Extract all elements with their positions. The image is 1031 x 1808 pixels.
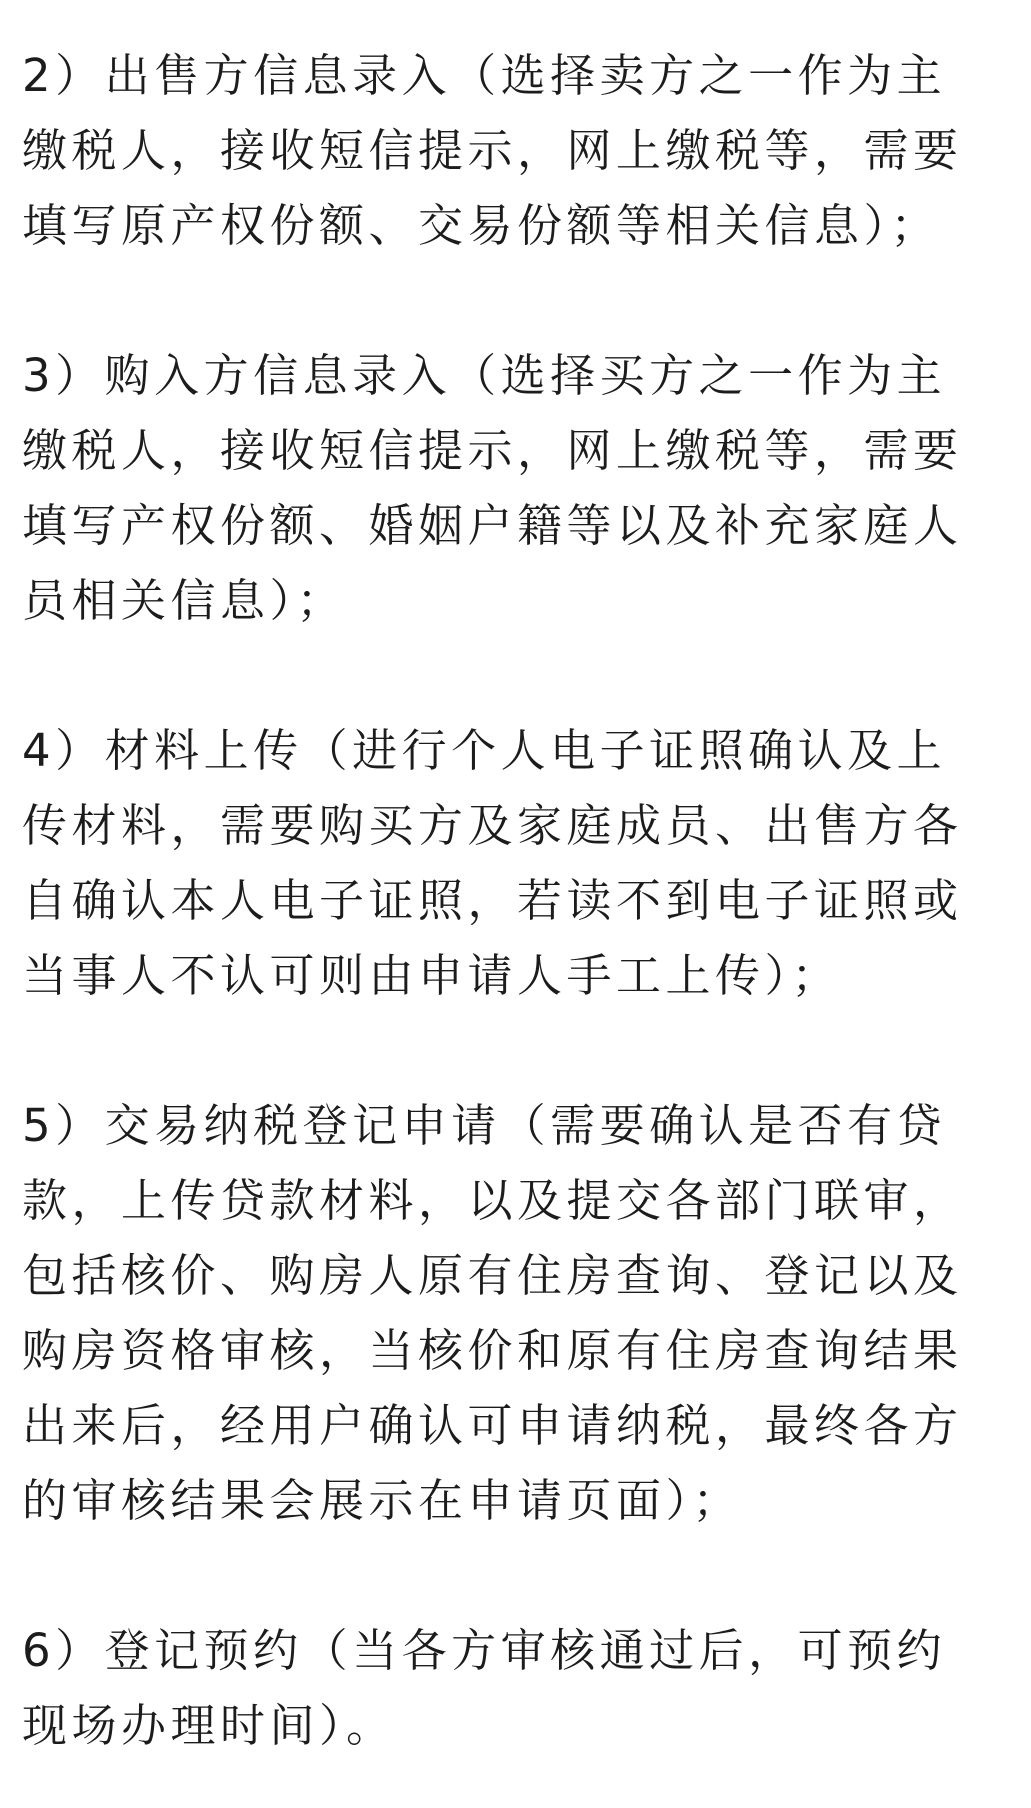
text-line: 当事人不认可则由申请人手工上传）； <box>22 949 842 1002</box>
text-line: 款，上传贷款材料，以及提交各部门联审， <box>22 1174 963 1227</box>
text-line: 缴税人，接收短信提示，网上缴税等，需要 <box>22 124 963 177</box>
text-line: 购房资格审核，当核价和原有住房查询结果 <box>22 1324 963 1377</box>
text-line: 6）登记预约（当各方审核通过后，可预约 <box>22 1624 947 1677</box>
text-line: 的审核结果会展示在申请页面）； <box>22 1474 743 1527</box>
text-line: 现场办理时间）。 <box>22 1699 396 1752</box>
text-line: 传材料，需要购买方及家庭成员、出售方各 <box>22 799 963 852</box>
paragraph-step-6 <box>22 1613 1012 1763</box>
paragraph-step-2 <box>22 38 1012 263</box>
text-line: 包括核价、购房人原有住房查询、登记以及 <box>22 1249 963 1302</box>
text-line: 出来后，经用户确认可申请纳税，最终各方 <box>22 1399 963 1452</box>
text-line: 3）购入方信息录入（选择买方之一作为主 <box>22 349 947 402</box>
text-line: 缴税人，接收短信提示，网上缴税等，需要 <box>22 424 963 477</box>
paragraph-step-3 <box>22 338 1012 638</box>
document-body <box>22 38 1012 1763</box>
text-line: 填写原产权份额、交易份额等相关信息）； <box>22 199 941 252</box>
text-line: 5）交易纳税登记申请（需要确认是否有贷 <box>22 1099 947 1152</box>
text-line: 员相关信息）； <box>22 574 347 627</box>
paragraph-step-5 <box>22 1088 1012 1538</box>
text-line: 2）出售方信息录入（选择卖方之一作为主 <box>22 49 947 102</box>
text-line: 填写产权份额、婚姻户籍等以及补充家庭人 <box>22 499 963 552</box>
paragraph-step-4 <box>22 713 1012 1013</box>
text-line: 4）材料上传（进行个人电子证照确认及上 <box>22 724 947 777</box>
text-line: 自确认本人电子证照，若读不到电子证照或 <box>22 874 963 927</box>
